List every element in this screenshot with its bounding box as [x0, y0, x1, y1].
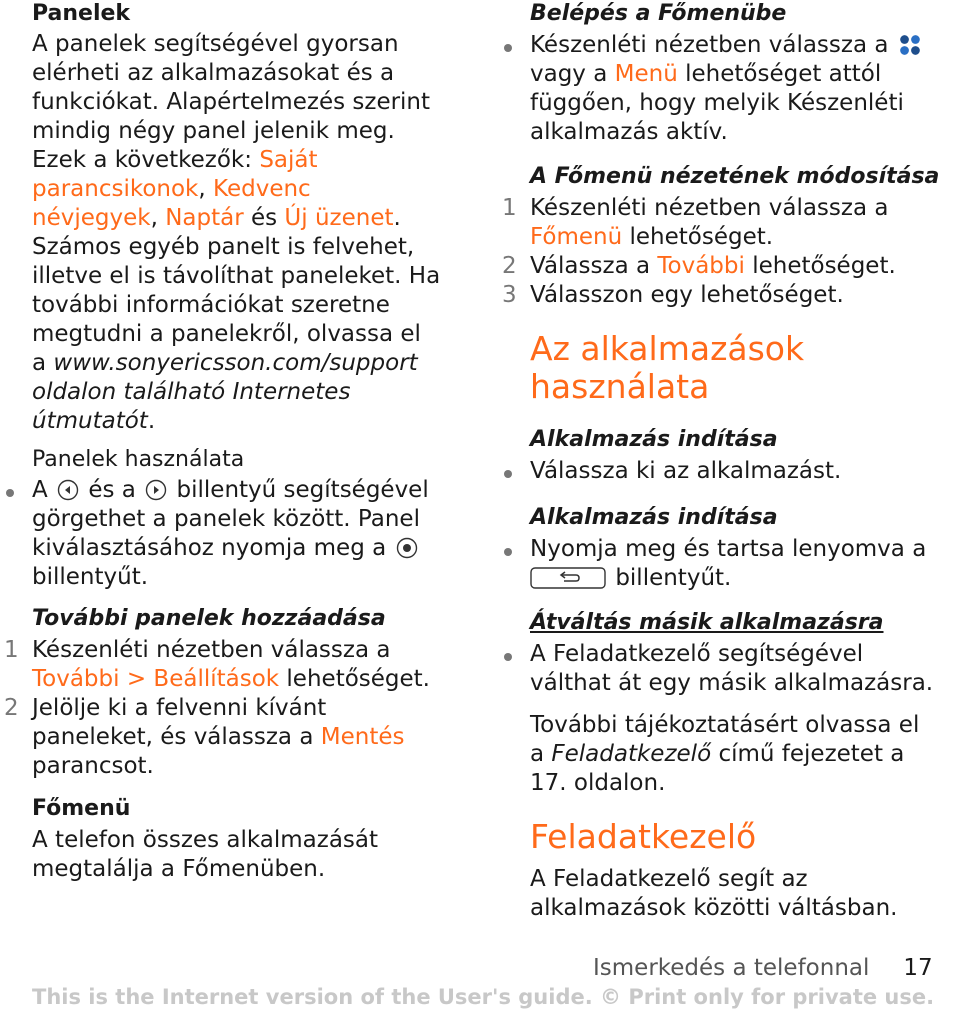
- intro-line: illetve el is távolíthat paneleket. Ha: [32, 263, 441, 289]
- chapter-title-feladatkezelo: Feladatkezelő: [530, 817, 757, 856]
- section-title-alkalmazas-inditasa-2: Alkalmazás indítása: [530, 505, 778, 530]
- step-item: 1 Készenléti nézetben válassza a: [502, 195, 889, 221]
- step-item: 2 Válassza a További lehetőséget.: [502, 253, 896, 279]
- bullet-item: Válassza ki az alkalmazást.: [530, 457, 841, 486]
- section-title-tovabbi-panelek: További panelek hozzáadása: [32, 606, 386, 631]
- link-fomenu: Főmenü: [530, 224, 623, 250]
- nav-right-key-icon: [145, 479, 167, 501]
- paragraph-line: a Feladatkezelő című fejezetet a: [530, 741, 905, 767]
- section-title-belepes: Belépés a Főmenübe: [530, 1, 787, 26]
- watermark-notice: This is the Internet version of the User's guide. © Print only for private use.: [32, 985, 935, 1009]
- bullet-line: alkalmazás aktív.: [530, 119, 728, 145]
- page-footer: [593, 955, 933, 981]
- support-url: www.sonyericsson.com/support: [53, 350, 418, 376]
- step-number: 3: [502, 282, 517, 308]
- nav-left-key-icon: [57, 479, 79, 501]
- intro-line: Számos egyéb panelt is felvehet,: [32, 234, 415, 260]
- link-beallitasok: Beállítások: [153, 666, 280, 692]
- section-title-panelek: Panelek: [32, 1, 131, 26]
- bullet-item: Nyomja meg és tartsa lenyomva a: [530, 535, 926, 564]
- step-number: 1: [502, 195, 517, 221]
- intro-line: névjegyek, Naptár és Új üzenet.: [32, 205, 401, 231]
- bullet-dot: [504, 653, 512, 661]
- footer-section-name: Ismerkedés a telefonnal: [593, 955, 870, 981]
- link-uj-uzenet: Új üzenet: [284, 205, 394, 231]
- paragraph-line: A telefon összes alkalmazását: [32, 827, 379, 853]
- step-number: 2: [4, 695, 19, 721]
- link-sajat: Saját: [259, 147, 318, 173]
- intro-line: útmutatót.: [32, 408, 156, 434]
- bullet-line: billentyűt.: [32, 564, 149, 590]
- intro-line: megtudni a panelekről, olvassa el: [32, 321, 421, 347]
- intro-line: funkciókat. Alapértelmezés szerint: [32, 89, 431, 115]
- section-title-nezet-modositasa: A Főmenü nézetének módosítása: [530, 164, 940, 189]
- intro-line: A panelek segítségével gyorsan: [32, 31, 399, 57]
- step-number: 2: [502, 253, 517, 279]
- paragraph-line: A Feladatkezelő segít az: [530, 866, 808, 892]
- section-title-alkalmazas-inditasa: Alkalmazás indítása: [530, 427, 778, 452]
- bullet-line: vagy a Menü lehetőséget attól: [530, 61, 882, 87]
- link-mentes: Mentés: [320, 724, 405, 750]
- intro-line: parancsikonok, Kedvenc: [32, 176, 311, 202]
- intro-line: mindig négy panel jelenik meg.: [32, 118, 395, 144]
- ref-feladatkezelo: Feladatkezelő: [551, 741, 712, 767]
- page-number: 17: [903, 955, 933, 981]
- link-kedvenc: Kedvenc: [213, 176, 311, 202]
- paragraph-line: További tájékoztatásért olvassa el: [530, 712, 920, 738]
- chapter-title-line: Az alkalmazások: [530, 329, 805, 368]
- section-title-atvaltas: Átváltás másik alkalmazásra: [530, 610, 884, 635]
- back-key-icon: [530, 567, 606, 589]
- step-number: 1: [4, 637, 19, 663]
- step-line: parancsot.: [32, 753, 154, 779]
- step-item: 1 Készenléti nézetben válassza a: [4, 637, 391, 663]
- step-line: paneleket, és válassza a Mentés: [32, 724, 405, 750]
- link-tovabbi: További: [657, 253, 745, 279]
- bullet-line: válthat át egy másik alkalmazásra.: [530, 670, 934, 696]
- bullet-item: Készenléti nézetben válassza a: [530, 31, 924, 60]
- bullet-dot: [504, 470, 512, 478]
- intro-line: elérheti az alkalmazásokat és a: [32, 60, 395, 86]
- bullet-line: görgethet a panelek között. Panel: [32, 506, 420, 532]
- bullet-line: kiválasztásához nyomja meg a: [32, 534, 420, 563]
- section-title-panelek-hasznalata: Panelek használata: [32, 447, 245, 472]
- bullet-item: A Feladatkezelő segítségével: [530, 640, 863, 669]
- bullet-dot: [6, 489, 14, 497]
- step-line: További > Beállítások lehetőséget.: [32, 666, 430, 692]
- select-key-icon: [396, 537, 418, 559]
- paragraph-line: alkalmazások közötti váltásban.: [530, 895, 898, 921]
- bullet-dot: [504, 44, 512, 52]
- section-title-fomenu: Főmenü: [32, 796, 131, 821]
- main-menu-grid-icon: [898, 33, 922, 57]
- intro-line: Ezek a következők: Saját: [32, 147, 318, 173]
- bullet-line: függően, hogy melyik Készenléti: [530, 90, 904, 116]
- link-menu: Menü: [614, 61, 678, 87]
- intro-line: oldalon található Internetes: [32, 379, 351, 405]
- paragraph-line: megtalálja a Főmenüben.: [32, 856, 326, 882]
- step-line: Főmenü lehetőséget.: [530, 224, 774, 250]
- intro-line: a www.sonyericsson.com/support: [32, 350, 418, 376]
- paragraph-line: 17. oldalon.: [530, 770, 666, 796]
- intro-line: további információkat szeretne: [32, 292, 390, 318]
- bullet-dot: [504, 548, 512, 556]
- step-item: 3 Válasszon egy lehetőséget.: [502, 282, 844, 308]
- link-naptar: Naptár: [165, 205, 244, 231]
- chapter-title-line: használata: [530, 367, 710, 406]
- bullet-item: A és a billentyű segítségével: [32, 476, 429, 505]
- step-item: 2 Jelölje ki a felvenni kívánt: [4, 695, 327, 721]
- bullet-line: billentyűt.: [530, 564, 731, 593]
